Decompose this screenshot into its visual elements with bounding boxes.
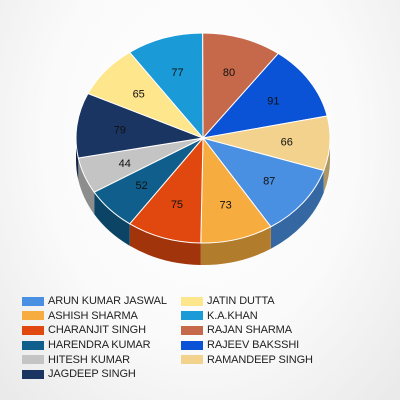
legend-swatch xyxy=(181,311,203,320)
legend-item-jatin-dutta[interactable] xyxy=(181,294,351,309)
legend xyxy=(22,294,392,382)
slice-value-label: 73 xyxy=(219,199,232,212)
legend-label: JAGDEEP SINGH xyxy=(48,368,136,381)
slice-value-label: 80 xyxy=(222,67,236,80)
slice-value-label: 79 xyxy=(113,124,126,137)
legend-swatch xyxy=(22,341,44,350)
slice-value-label: 65 xyxy=(132,88,145,101)
legend-item-k-a-khan[interactable] xyxy=(181,309,351,324)
legend-item-harendra-kumar[interactable] xyxy=(22,338,181,353)
legend-item-rajeev-baksshi[interactable] xyxy=(181,338,351,353)
legend-item-rajan-sharma[interactable] xyxy=(181,323,351,338)
legend-item-ramandeep-singh[interactable] xyxy=(181,352,351,367)
slice-value-label: 66 xyxy=(280,136,293,149)
legend-item-ashish-sharma[interactable] xyxy=(22,309,181,324)
legend-label: ASHISH SHARMA xyxy=(48,309,138,322)
legend-item-arun-kumar-jaswal[interactable] xyxy=(22,294,181,309)
legend-label: RAMANDEEP SINGH xyxy=(207,353,313,366)
legend-swatch xyxy=(181,355,203,364)
slice-value-label: 91 xyxy=(267,95,280,108)
slice-value-label: 75 xyxy=(170,198,184,211)
slice-value-label: 87 xyxy=(263,175,276,188)
legend-swatch xyxy=(181,326,203,335)
slice-value-label: 44 xyxy=(118,157,131,170)
legend-swatch xyxy=(181,341,203,350)
legend-swatch xyxy=(181,297,203,306)
legend-swatch xyxy=(22,370,44,379)
legend-label: HITESH KUMAR xyxy=(48,353,130,366)
legend-label: RAJAN SHARMA xyxy=(207,324,292,337)
slice-value-label: 77 xyxy=(171,66,184,79)
slice-value-label: 52 xyxy=(135,180,148,193)
legend-item-hitesh-kumar[interactable] xyxy=(22,352,181,367)
legend-item-jagdeep-singh[interactable] xyxy=(22,367,181,382)
legend-label: RAJEEV BAKSSHI xyxy=(207,339,300,352)
legend-label: ARUN KUMAR JASWAL xyxy=(48,295,167,308)
legend-label: HARENDRA KUMAR xyxy=(48,339,151,352)
legend-swatch xyxy=(22,297,44,306)
legend-item-charanjit-singh[interactable] xyxy=(22,323,181,338)
legend-swatch xyxy=(22,355,44,364)
legend-label: CHARANJIT SINGH xyxy=(48,324,146,337)
legend-label: JATIN DUTTA xyxy=(207,295,275,308)
legend-swatch xyxy=(22,311,44,320)
legend-label: K.A.KHAN xyxy=(207,309,258,322)
legend-swatch xyxy=(22,326,44,335)
